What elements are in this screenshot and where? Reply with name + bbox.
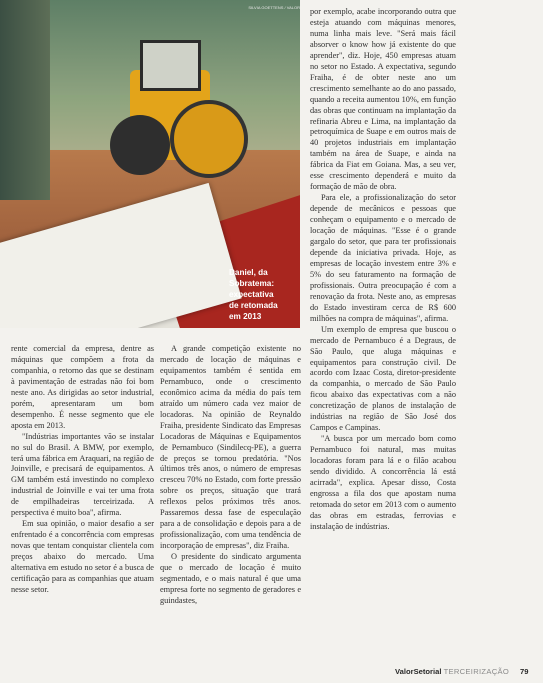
road-roller-cab xyxy=(140,40,201,91)
caption-line: expectativa xyxy=(229,290,274,299)
text-column-1 xyxy=(11,344,154,596)
caption-line: Daniel, da xyxy=(229,268,268,277)
page-number: 79 xyxy=(520,667,529,676)
paragraph: rente comercial da empresa, dentre as máquinas que compõem a frota da companhia, o retorno das que se destinam à pavimentação de estradas não foi bom neste ano. As dirigidas ao setor industrial, porém, apresentaram um bom desempenho. É nesse segmento que ele aposta em 2013. xyxy=(11,344,154,430)
photo-person xyxy=(0,0,50,200)
road-roller-drum xyxy=(170,100,248,178)
paragraph: O presidente do sindicato argumenta que o mercado de locação é muito segmentado, e o mais natural é que uma empresa forte no segmento de geradores e guindastes, xyxy=(160,552,301,605)
paragraph: "Indústrias importantes vão se instalar no sul do Brasil. A BMW, por exemplo, terá uma fábrica em Araquari, na região de Joinville, e precisará de equipamentos. A GM também está investindo no complexo industrial de Joinville e vai ter uma frota de empilhadeiras terceirizada. A perspectiva é muito boa", afirma. xyxy=(11,431,154,518)
paragraph: por exemplo, acabe incorporando outra que esteja atuando com máquinas menores, numa linha mais leve. "Será mais fácil absorver o know how já existente do que aprender", diz. Hoje, 450 empresas atuam no setor no Estado. A expectativa, segundo Fraiha, é de obter neste ano um crescimento semelhante ao do ano passado, quando a receita aumentou 10%, em função das obras que continuam na implantação da refinaria Abreu e Lima, na implantação da petroquímica de Suape e em outros mais de 40 projetos industriais em implantação também na área de Suape, e ainda na fábrica da Fiat em Goiana. Mas, a seu ver, esse crescimento dependerá e muito da formação de mão de obra. xyxy=(310,7,456,192)
photo-credit: SILVIA GOETTENS / VALOR xyxy=(248,5,300,10)
caption-line: de retomada xyxy=(229,301,278,310)
page-footer xyxy=(395,667,543,676)
publication-name: ValorSetorial xyxy=(395,667,442,676)
caption-line: Sobratema: xyxy=(229,279,275,288)
paragraph: "A busca por um mercado bom como Pernambuco foi natural, mas muitas locadoras foram para lá e o filão acabou sendo dividido. A concorrência lá está acirrada", explica. Apesar disso, Costa engrossa a fila dos que apostam numa retomada do setor em 2013 com o aumento das obras em estradas, ferrovias e instalação de indústrias. xyxy=(310,434,456,531)
paragraph: Em sua opinião, o maior desafio a ser enfrentado é a concorrência com empresas novas que tentam conquistar clientela com preços abaixo do mercado. Uma alternativa em estudo no setor é a busca de certificação para as companhias que atuam nesse setor. xyxy=(11,519,154,594)
road-roller-wheel xyxy=(110,115,170,175)
paragraph: Para ele, a profissionalização do setor depende de mecânicos e pessoas que conheçam o equipamento e o mercado de locação de máquinas. "Esse é o grande gargalo do setor, que para ter profissionais depende da iniciativa privada. Hoje, as empresas de locação investem entre 3% e 5% do seu faturamento na formação de profissionais. Outra preocupação é com a renovação da frota. Neste ano, as empresas do Estado investiram cerca de R$ 600 milhões na compra de máquinas", afirma. xyxy=(310,193,456,323)
section-name: TERCEIRIZAÇÃO xyxy=(443,667,510,676)
text-column-3 xyxy=(310,7,456,533)
caption-line: em 2013 xyxy=(229,312,262,321)
paragraph: A grande competição existente no mercado de locação de máquinas e equipamentos também é sentida em Pernambuco, onde o crescimento econômico acima da média do país tem atraído um número cada vez maior de locadoras. Na opinião de Reynaldo Fraiha, presidente Sindicato das Empresas Locadoras de Máquinas e Equipamentos de Pernambuco (Sindilecq-PE), a guerra de preços se tornou predatória. "Nos últimos três anos, o número de empresas cresceu 70% no Estado, com forte pressão sobre os preços, situação que trará reflexos pelos próximos três anos. Passaremos dessa fase de especulação para a de consolidação e depois para a de profissionalização, com uma tendência de incorporação de empresas", diz Fraiha. xyxy=(160,344,301,551)
paragraph: Um exemplo de empresa que buscou o mercado de Pernambuco é a Degraus, de São Paulo, que aluga máquinas e equipamentos para construção civil. De acordo com Izaac Costa, diretor-presidente da companhia, o mercado de São Paulo ficou abaixo das expectativas com a não concretização de planos de instalação de indústrias na região de São José dos Campos e Campinas. xyxy=(310,324,456,433)
text-column-2 xyxy=(160,344,301,607)
photo-caption xyxy=(229,267,301,322)
